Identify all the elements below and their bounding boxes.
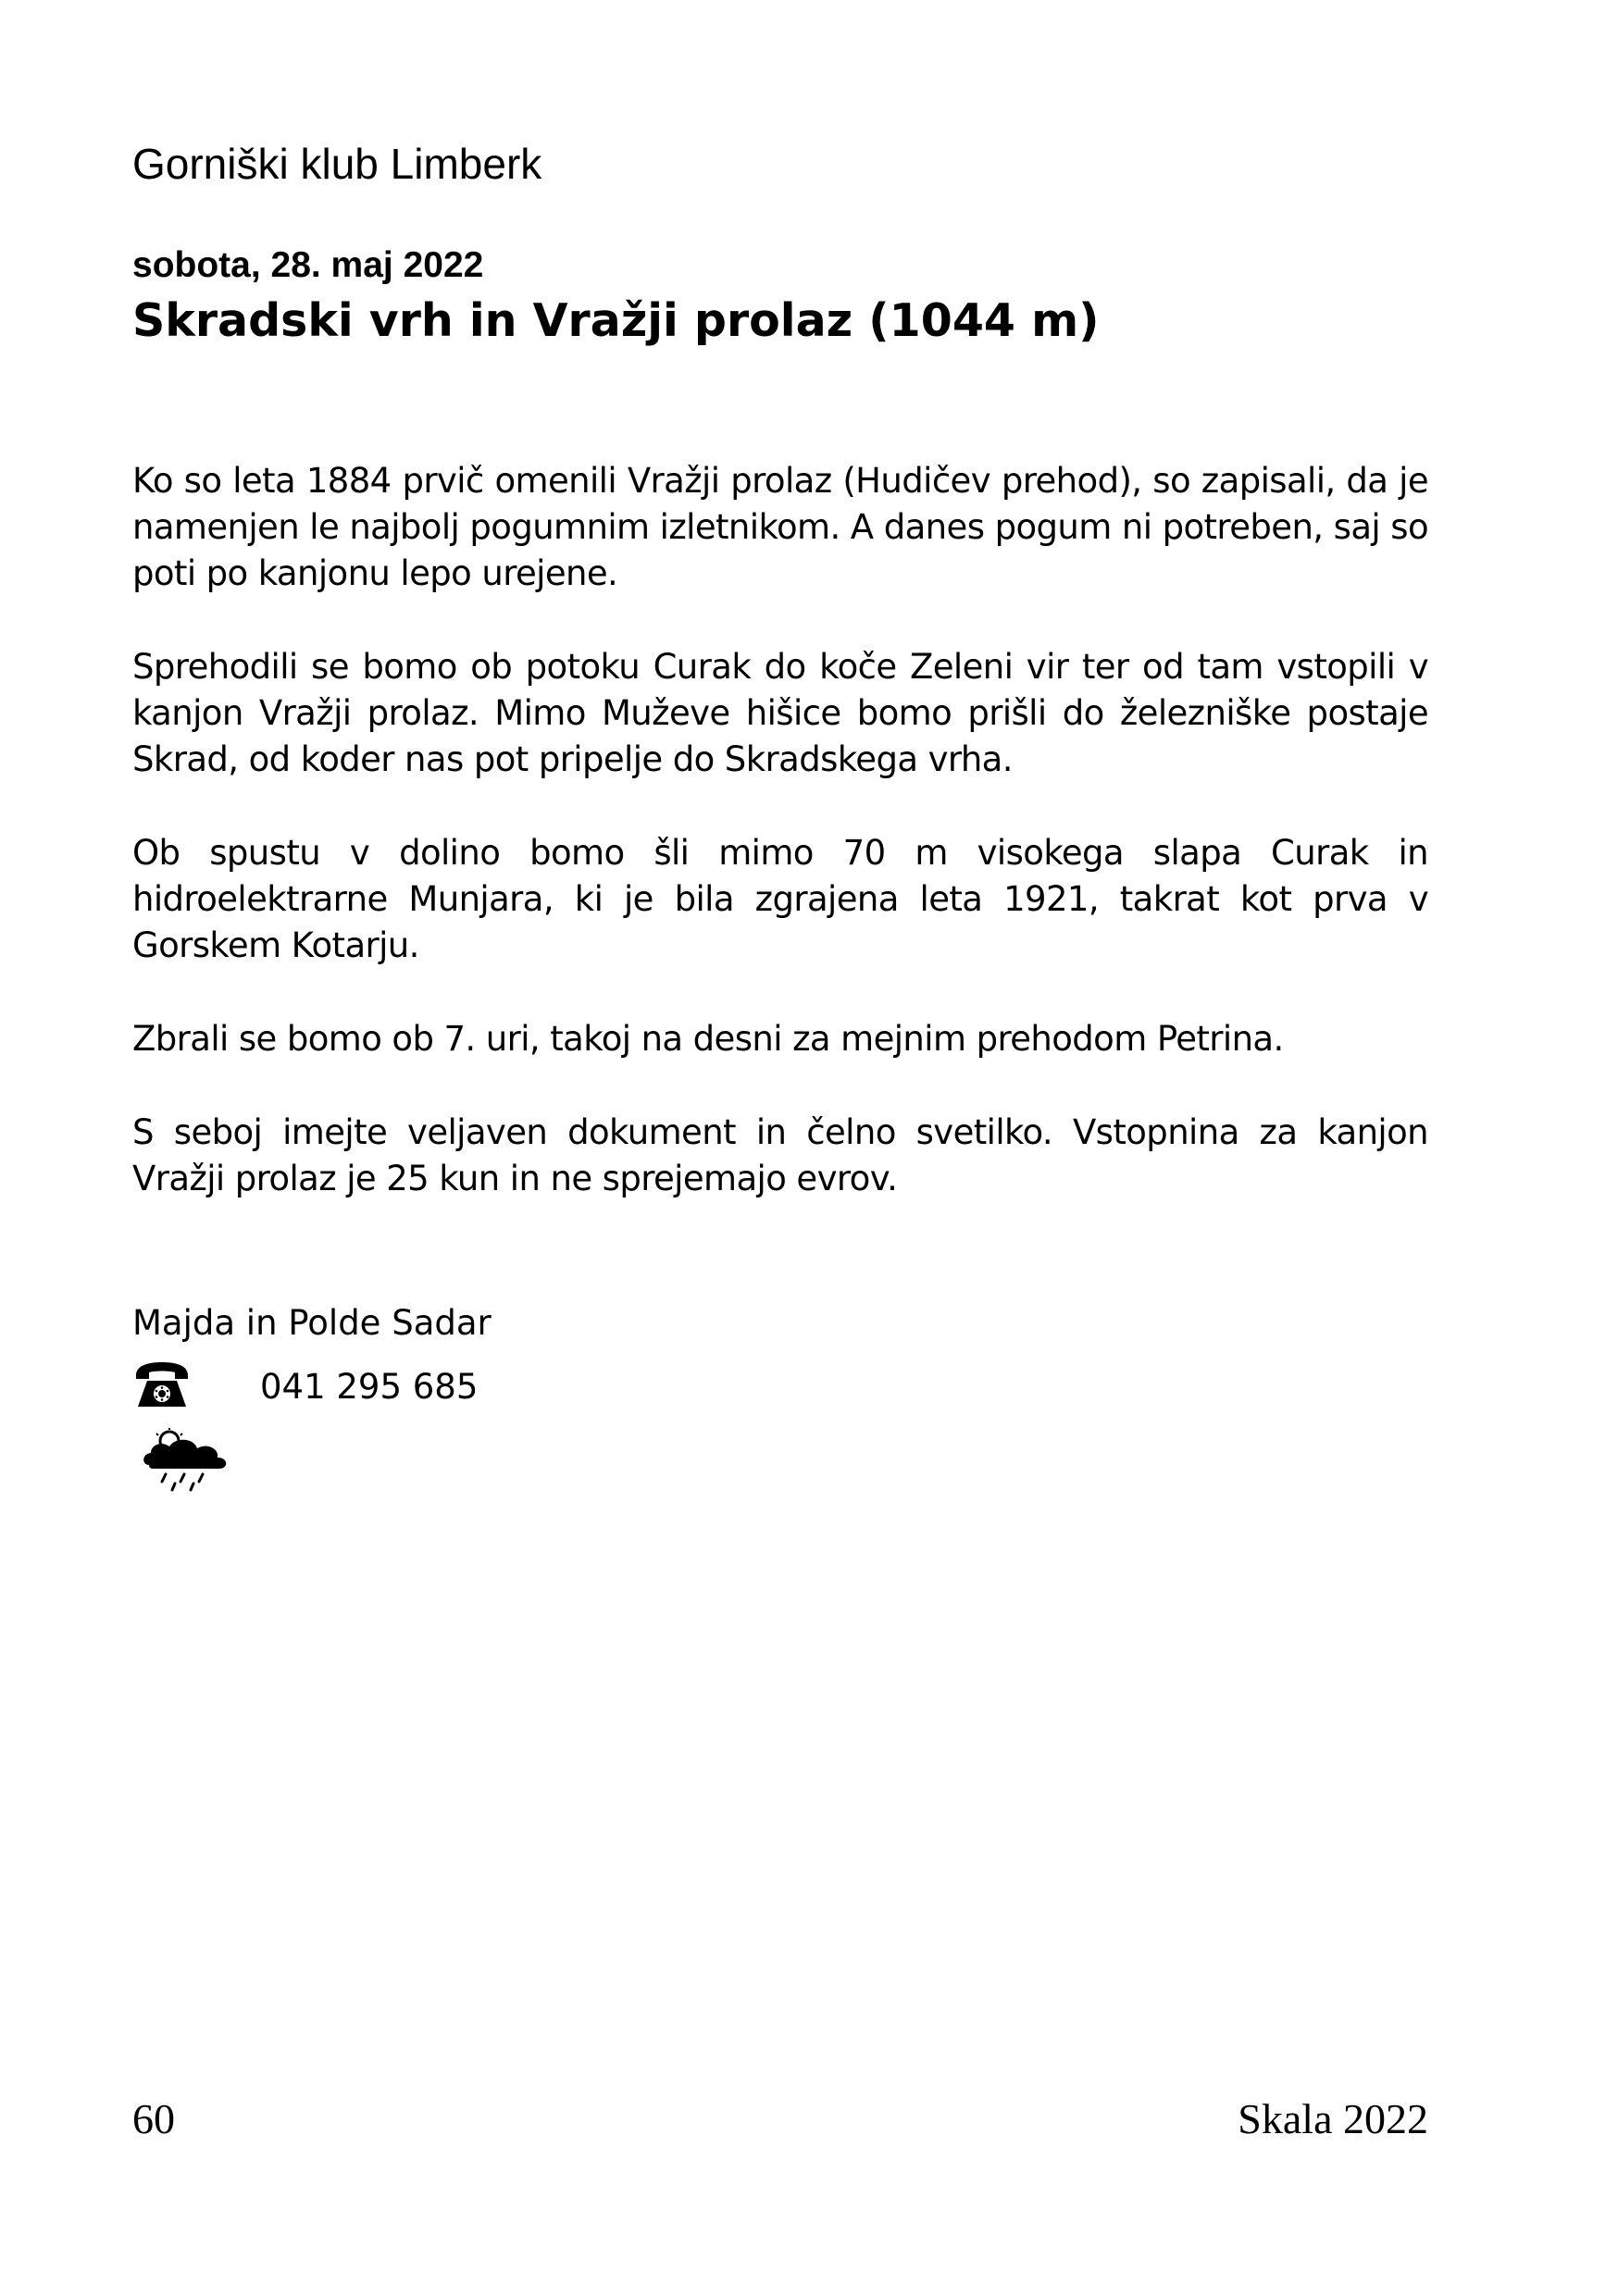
paragraph: S seboj imejte veljaven dokument in čelno svetilko. Vstopnina za kanjon Vražji prolaz je 25 kun in ne sprejemajo evrov.: [132, 1112, 1428, 1198]
rain-cloud-icon: [142, 1428, 230, 1493]
paragraph: Ko so leta 1884 prvič omenili Vražji prolaz (Hudičev prehod), so zapisali, da je namenjen le najbolj pogumnim izletnikom. A danes pogum ni potreben, saj so poti po kanjonu lepo urejene.: [132, 461, 1428, 593]
tour-leaders: Majda in Polde Sadar: [132, 1303, 492, 1343]
publication-name: Skala 2022: [1238, 2095, 1428, 2142]
club-name: Gorniški klub Limberk: [132, 140, 542, 188]
paragraph: Zbrali se bomo ob 7. uri, takoj na desni za mejnim prehodom Petrina.: [132, 1019, 1284, 1059]
paragraph: Ob spustu v dolino bomo šli mimo 70 m visokega slapa Curak in hidroelektrarne Munjara, ki je bila zgrajena leta 1921, takrat kot prva v Gorskem Kotarju.: [132, 833, 1428, 965]
event-description: [132, 458, 1428, 1249]
event-title: Skradski vrh in Vražji prolaz (1044 m): [132, 294, 1100, 347]
event-date: sobota, 28. maj 2022: [132, 245, 484, 285]
paragraph: Sprehodili se bomo ob potoku Curak do koče Zeleni vir ter od tam vstopili v kanjon Vražji prolaz. Mimo Muževe hišice bomo prišli do železniške postaje Skrad, od koder nas pot pripelje do Skradskega vrha.: [132, 647, 1428, 779]
phone-number: 041 295 685: [260, 1367, 479, 1407]
telephone-icon: [132, 1360, 192, 1410]
phone-row: [132, 1360, 688, 1416]
page-number: 60: [132, 2095, 175, 2142]
